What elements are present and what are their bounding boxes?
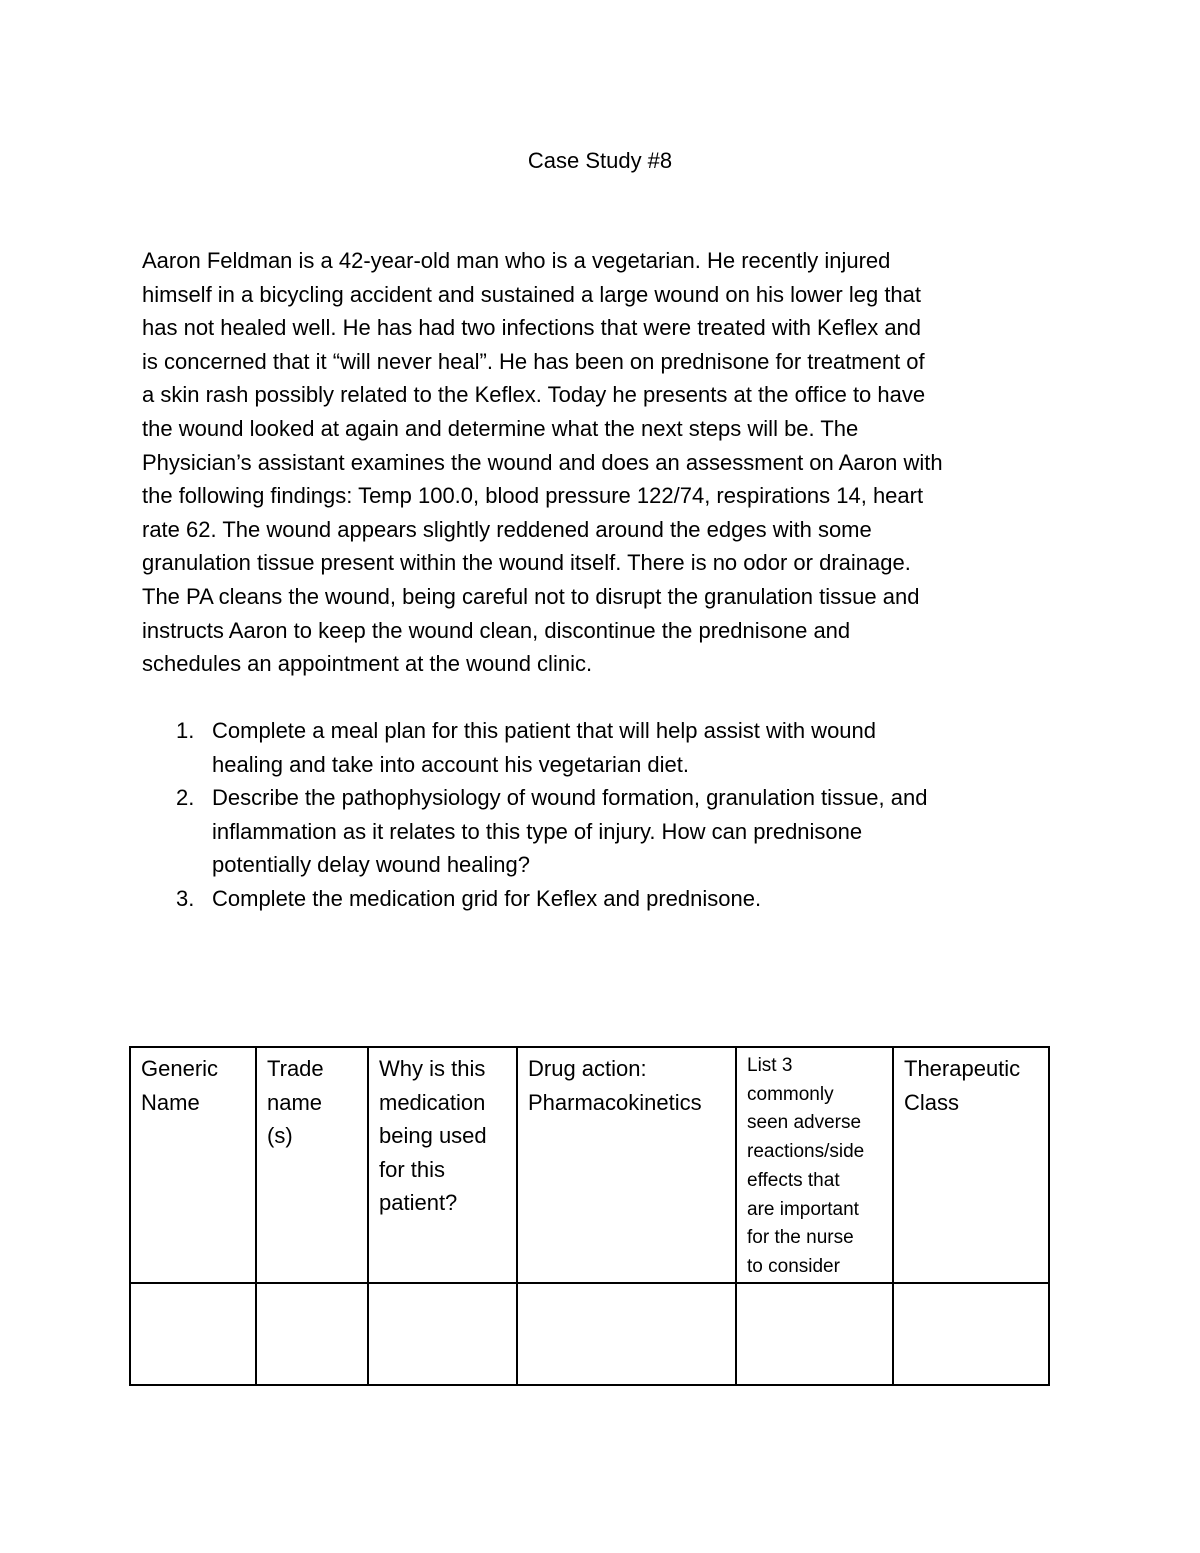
question-line: potentially delay wound healing?: [212, 852, 531, 878]
page-title: Case Study #8: [527, 148, 673, 173]
cell-why-used[interactable]: [368, 1283, 517, 1385]
cell-generic-name[interactable]: [130, 1283, 256, 1385]
question-number: 2.: [176, 785, 195, 811]
question-line: healing and take into account his vegetarian diet.: [212, 751, 689, 777]
header-why-used: Why is this medication being used for this patient?: [368, 1047, 517, 1283]
cell-drug-action[interactable]: [517, 1283, 736, 1385]
table-row: [130, 1283, 1049, 1385]
question-item-2: [142, 781, 1052, 882]
cell-therapeutic-class[interactable]: [893, 1283, 1049, 1385]
cell-trade-name[interactable]: [256, 1283, 368, 1385]
header-drug-action: Drug action: Pharmacokinetics: [517, 1047, 736, 1283]
case-line: Physician’s assistant examines the wound and does an assessment on Aaron with: [142, 449, 943, 475]
case-line: rate 62. The wound appears slightly reddened around the edges with some: [142, 516, 872, 542]
case-line: The PA cleans the wound, being careful not to disrupt the granulation tissue and: [142, 583, 920, 609]
case-line: instructs Aaron to keep the wound clean, discontinue the prednisone and: [142, 617, 851, 643]
case-line: schedules an appointment at the wound clinic.: [142, 651, 593, 677]
question-line: Complete the medication grid for Keflex and prednisone.: [212, 885, 762, 911]
question-item-3: [142, 882, 1052, 916]
case-description: [142, 244, 1062, 681]
question-item-1: [142, 714, 1052, 781]
case-line: the wound looked at again and determine what the next steps will be. The: [142, 415, 859, 441]
cell-adverse-reactions[interactable]: [736, 1283, 893, 1385]
case-line: is concerned that it “will never heal”. He has been on prednisone for treatment of: [142, 348, 925, 374]
question-number: 3.: [176, 885, 195, 911]
header-trade-name: Trade name (s): [256, 1047, 368, 1283]
medication-grid: [129, 1046, 1050, 1386]
case-line: the following findings: Temp 100.0, blood pressure 122/74, respirations 14, heart: [142, 483, 924, 509]
question-line: Complete a meal plan for this patient that will help assist with wound: [212, 718, 877, 743]
header-adverse-reactions: List 3 commonly seen adverse reactions/side effects that are important for the nurse to consider: [736, 1047, 893, 1283]
table-header-row: [130, 1047, 1049, 1283]
case-line: has not healed well. He has had two infections that were treated with Keflex and: [142, 315, 922, 341]
case-line: himself in a bicycling accident and sustained a large wound on his lower leg that: [142, 281, 922, 307]
case-line: Aaron Feldman is a 42-year-old man who is a vegetarian. He recently injured: [142, 248, 891, 273]
question-list: [142, 714, 1052, 916]
case-line: a skin rash possibly related to the Keflex. Today he presents at the office to have: [142, 382, 926, 408]
question-line: Describe the pathophysiology of wound formation, granulation tissue, and: [212, 785, 928, 811]
header-generic-name: Generic Name: [130, 1047, 256, 1283]
question-line: inflammation as it relates to this type of injury. How can prednisone: [212, 818, 863, 844]
question-number: 1.: [176, 718, 195, 743]
case-line: granulation tissue present within the wound itself. There is no odor or drainage.: [142, 550, 911, 576]
header-therapeutic-class: Therapeutic Class: [893, 1047, 1049, 1283]
